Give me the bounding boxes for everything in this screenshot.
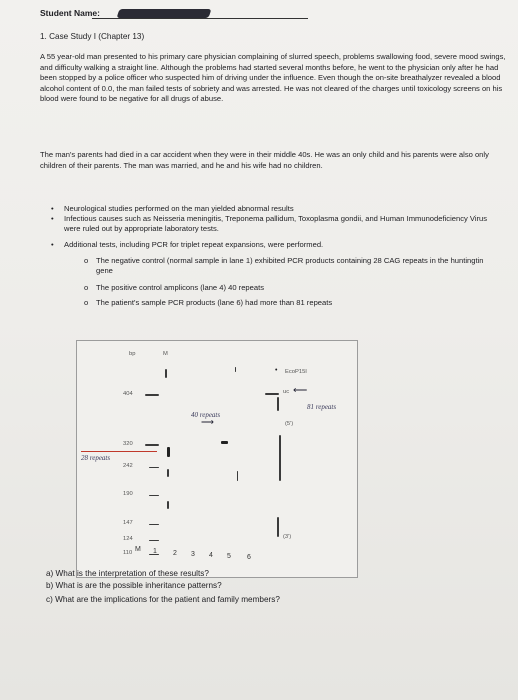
case-paragraph-2: The man's parents had died in a car accident when they were in their middle 40s. He was an only child and his parents were also only children of their parents. The man was married, and he and his wife had no children. <box>40 150 489 170</box>
bullet-item: • Additional tests, including PCR for triplet repeat expansions, were performed. <box>51 240 324 249</box>
question-title: 1. Case Study I (Chapter 13) <box>40 32 145 41</box>
arrow-right-icon: ⟶ <box>201 417 214 427</box>
uc-label: uc <box>283 389 290 395</box>
lane1-band <box>167 447 170 457</box>
pcr-gel-figure <box>76 340 358 578</box>
lane-label-M: M <box>135 546 141 553</box>
lane-label-1: 1 <box>153 548 157 555</box>
sub-bullet-item: o The negative control (normal sample in lane 1) exhibited PCR products containing 28 CAG repeats in the huntingtin gene <box>84 256 484 276</box>
size-124: 124 <box>123 536 133 542</box>
question-c: c) What are the implications for the patient and family members? <box>46 595 280 604</box>
size-320: 320 <box>123 441 133 447</box>
marker-band <box>145 444 159 446</box>
lane-label-3: 3 <box>191 551 195 558</box>
bp-label: bp <box>129 351 136 357</box>
annotation-28-repeats: 28 repeats <box>81 454 111 462</box>
marker-label: M <box>163 351 168 357</box>
bullet-dot-icon: • <box>51 204 54 213</box>
annotation-81-repeats: 81 repeats <box>307 403 337 411</box>
well-mark <box>235 367 236 372</box>
size-404: 404 <box>123 391 133 397</box>
case-paragraph-1: A 55 year-old man presented to his primary care physician complaining of slurred speech, problems swallowing food, severe mood swings, and difficulty walking a straight line. Although the problems had started several months before, he went to the physician only after he had been stopped by a police officer who suspected him of driving under the influence. Even though the on-site breathalyzer revealed a blood alcohol content of 0.0, the man failed tests of sobriety and was arrested. He was not cleared of the charges until toxicology screens on his blood were found to be negative for all drugs of abuse. <box>40 52 506 104</box>
lane-label-6: 6 <box>247 554 251 561</box>
size-147: 147 <box>123 520 133 526</box>
lane5-band <box>237 471 238 481</box>
marker-band <box>149 540 159 541</box>
size-242: 242 <box>123 463 133 469</box>
student-name-line <box>92 18 308 19</box>
marker-band <box>149 524 159 525</box>
enzyme-label: EcoP15I <box>285 369 307 375</box>
uc-band <box>265 393 279 395</box>
question-b: b) What is are the possible inheritance patterns? <box>46 581 222 590</box>
redacted-name-scribble <box>117 9 212 18</box>
red-pointer-line <box>81 451 157 452</box>
marker-band <box>149 467 159 468</box>
size-110: 110 <box>123 550 133 556</box>
lane4-band <box>221 441 228 444</box>
lane-label-4: 4 <box>209 552 213 559</box>
sub-bullet-item: o The positive control amplicons (lane 4) 40 repeats <box>84 283 264 292</box>
lane-label-2: 2 <box>173 550 177 557</box>
bullet-item: • Neurological studies performed on the man yielded abnormal results <box>51 204 294 213</box>
circle-bullet-icon: o <box>84 298 89 307</box>
sub-bullet-item: o The patient's sample PCR products (lane 6) had more than 81 repeats <box>84 298 333 307</box>
bullet-dot-icon: • <box>51 214 54 223</box>
circle-bullet-icon: o <box>84 256 89 265</box>
lane6-band <box>279 435 281 481</box>
annotation-40-repeats: 40 repeats <box>191 411 221 419</box>
lane1-smear <box>167 501 169 509</box>
size-190: 190 <box>123 491 133 497</box>
lane1-smear <box>167 469 169 477</box>
lane-label-5: 5 <box>227 553 231 560</box>
bullet-item: • Infectious causes such as Neisseria meningitis, Treponema pallidum, Toxoplasma gondii, and Human Immunodeficiency Virus were ruled out by appropriate laboratory tests. <box>51 214 488 234</box>
well-mark <box>165 369 167 378</box>
lane6-band <box>277 397 279 411</box>
circle-bullet-icon: o <box>84 283 89 292</box>
bullet-dot-icon: • <box>51 240 54 249</box>
question-a: a) What is the interpretation of these results? <box>46 569 209 578</box>
student-name-label: Student Name: <box>40 8 100 18</box>
three-prime-label: (3') <box>283 534 292 540</box>
arrow-left-icon: ⟵ <box>293 385 308 396</box>
lane6-band <box>277 517 279 537</box>
marker-band <box>149 495 159 496</box>
five-prime-label: (5') <box>285 421 294 427</box>
marker-band <box>145 394 159 396</box>
star-dot-icon: • <box>275 367 278 374</box>
